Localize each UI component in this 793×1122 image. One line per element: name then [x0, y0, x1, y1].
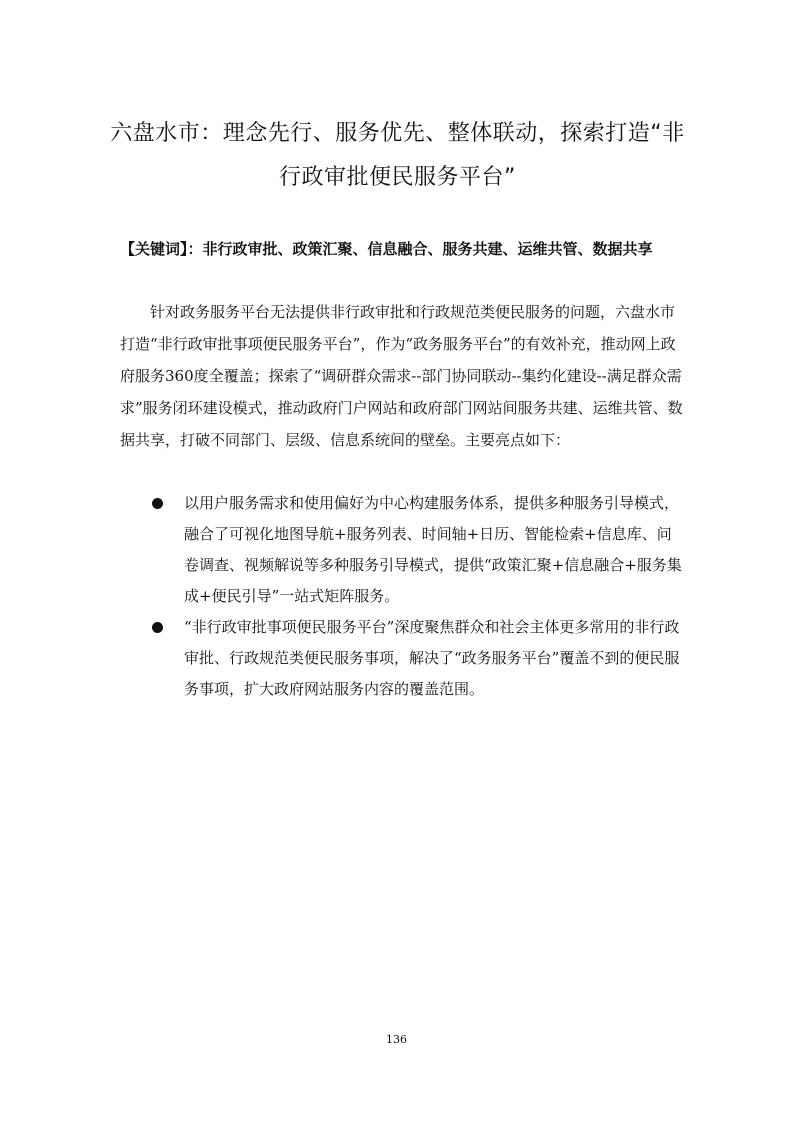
- list-item: [150, 488, 686, 612]
- intro-paragraph: 针对政务服务平台无法提供非行政审批和行政规范类便民服务的问题，六盘水市打造“非行政审批事项便民服务平台”，作为“政务服务平台”的有效补充，推动网上政府服务360度全覆盖；探索了“调研群众需求--部门协同联动--集约化建设--满足群众需求”服务闭环建设模式，推动政府门户网站和政府部门网站间服务共建、运维共管、数据共享，打破不同部门、层级、信息系统间的壁垒。主要亮点如下：: [120, 303, 683, 449]
- list-item-text: 以用户服务需求和使用偏好为中心构建服务体系，提供多种服务引导模式，融合了可视化地图导航+服务列表、时间轴+日历、智能检索+信息库、问卷调查、视频解说等多种服务引导模式，提供“政策汇聚+信息融合+服务集成+便民引导”一站式矩阵服务。: [184, 494, 682, 605]
- bullet-icon: [152, 622, 163, 633]
- list-item: [150, 612, 686, 705]
- bullet-icon: [152, 498, 163, 509]
- highlights-list: [150, 488, 686, 705]
- keywords-paragraph: 【关键词】：非行政审批、政策汇聚、信息融合、服务共建、运维共管、数据共享: [120, 240, 653, 258]
- page-number: 136: [386, 1033, 407, 1046]
- list-item-text: “非行政审批事项便民服务平台”深度聚焦群众和社会主体更多常用的非行政审批、行政规范类便民服务事项，解决了“政务服务平台”覆盖不到的便民服务事项，扩大政府网站服务内容的覆盖范围。: [184, 618, 680, 698]
- title-line-2: 行政审批便民服务平台”: [279, 165, 516, 190]
- title-line-1: 六盘水市：理念先行、服务优先、整体联动，探索打造“非: [110, 121, 685, 146]
- document-title: [110, 112, 685, 200]
